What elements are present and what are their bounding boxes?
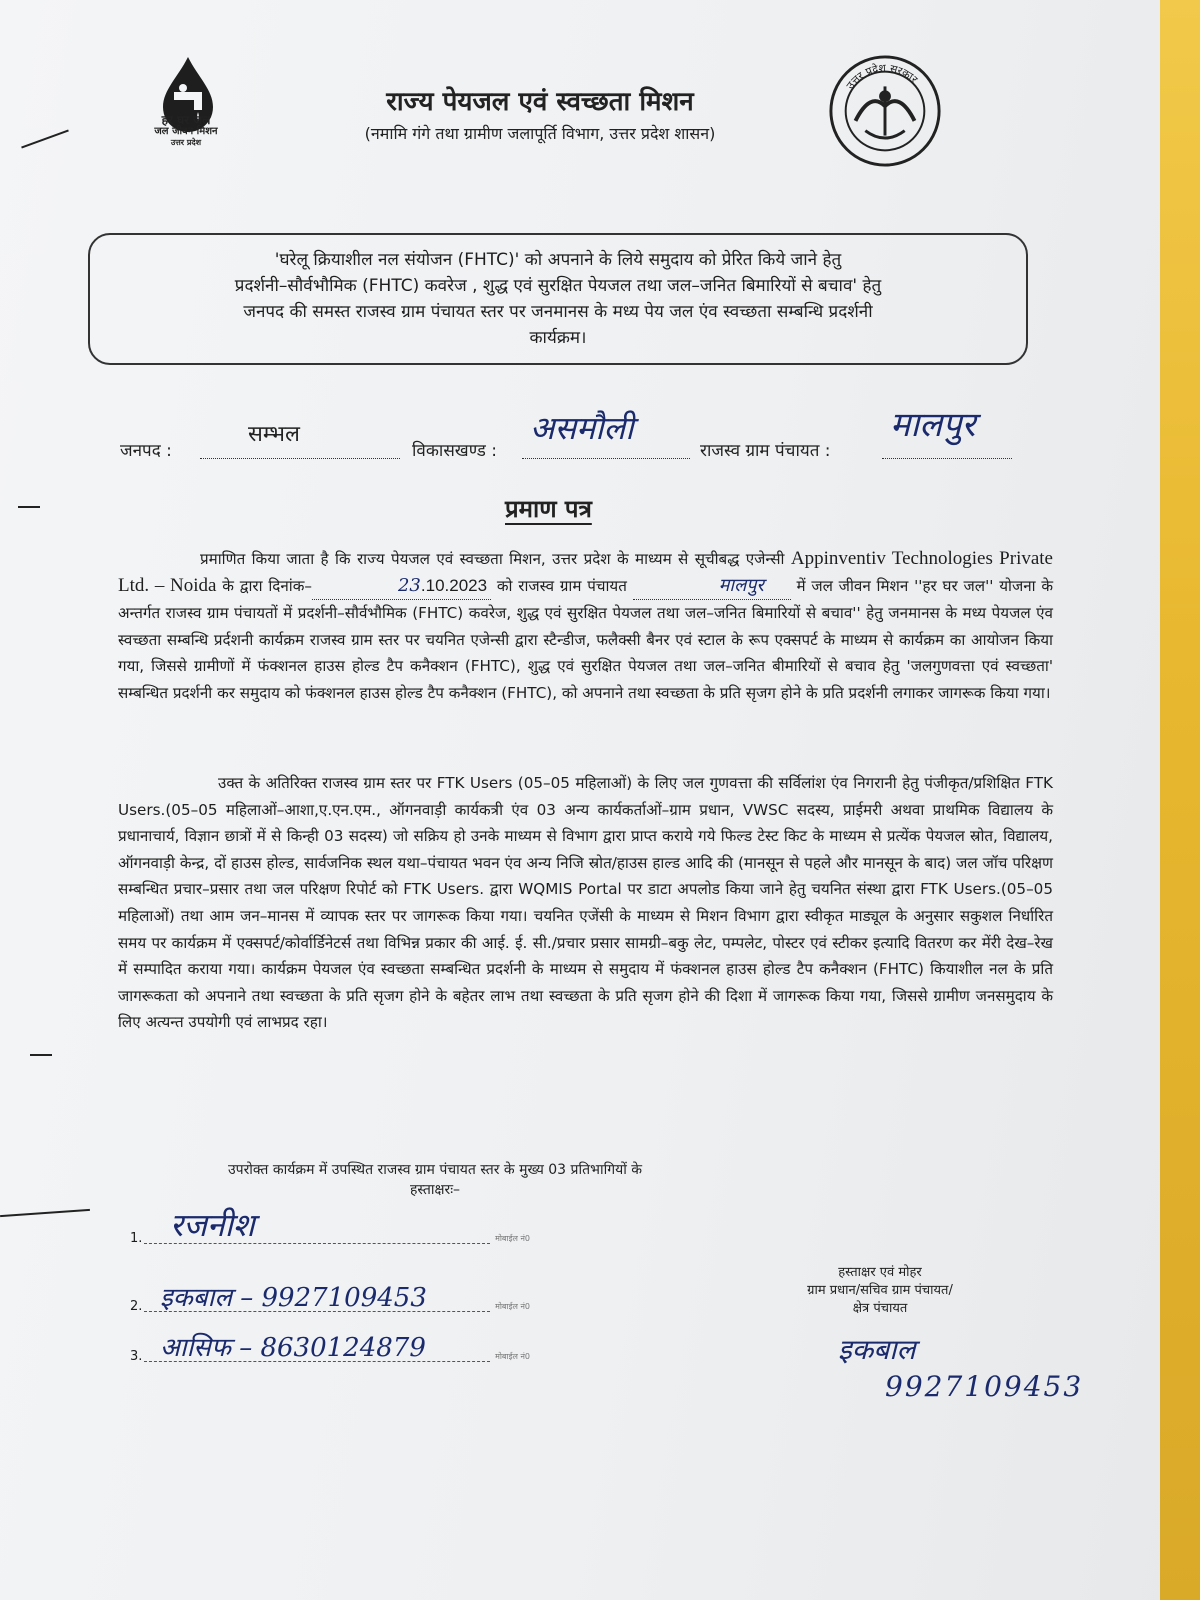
background-edge [1160,0,1200,1600]
signatures-intro [135,1160,735,1200]
logo-caption-line2: जल जीवन मिशन [154,126,218,137]
agency-name: Appinventiv Technologies Private Ltd. – Noida [118,548,1053,596]
paragraph-1 [118,546,1053,707]
signature-text: इकबाल – 9927109453 [160,1283,427,1313]
logo-caption-line3: उत्तर प्रदेश [170,138,202,147]
box-line-1: 'घरेलू क्रियाशील नल संयोजन (FHTC)' को अपनाने के लिये समुदाय को प्रेरित किये जाने हेतु [274,250,842,270]
signature-number: 2. [130,1299,143,1314]
gram-value: मालपुर [890,405,976,445]
signature-text: रजनीश [170,1206,255,1244]
pradhan-phone: 9927109453 [885,1370,1084,1403]
janpad-line [200,440,400,459]
margin-mark [0,1209,90,1217]
stamp-line2: ग्राम प्रधान/सचिव ग्राम पंचायत/ [807,1283,953,1298]
paragraph-2: उक्त के अतिरिक्त राजस्व ग्राम स्तर पर FTK Users (05–05 महिलाओं) के लिए जल गुणवत्ता की सर्विलांश एंव निगरानी हेतु पंजीकृत/प्रशिक्षित FTK Users.(05–05 महिलाओं–आशा,ए.एन.एम., ऑगनवाड़ी कार्यकत्री एंव 03 अन्य कार्यकर्ताओं–ग्राम प्रधान, VWSC सदस्य, प्राईमरी अथवा प्राथमिक विद्यालय के प्रधानाचार्य, विज्ञान छात्रों में से किन्ही 03 सदस्य) जो सक्रिय हो उनके माध्यम से विभाग द्वारा प्राप्त कराये गये फिल्ड टेस्ट किट के माध्यम से प्रत्येंक पेयजल स्रोत, विद्यालय, ऑगनवाड़ी केन्द्र, दों हाउस होल्ड, सार्वजनिक स्थल यथा–पंचायत भवन एंव अन्य निजि स्रोत/हाउस हाल्ड आदि की (मानसून से पहले और मानसून के बाद) जल जॉच परिक्षण सम्बन्धित प्रचार–प्रसार तथा जल परिक्षण रिपोर्ट को FTK Users. द्वारा WQMIS Portal पर डाटा अपलोड किया जाने हेतु चयनित संस्था द्वारा FTK Users.(05–05 महिलाओं) तथा आम जन–मानस में व्यापक स्तर पर जागरूक किया गया। चयनित एजेंसी के माध्यम से मिशन विभाग द्वारा स्वीकृत माड्यूल के अनुसार सकुशल निर्धारित समय पर कार्यक्रम में एक्सपर्ट/कोर्वार्डिनेटर्स तथा विभिन्न प्रकार की आई. ई. सी./प्रचार प्रसार सामग्री–बकु लेट, पम्पलेट, पोस्टर एवं स्टीकर इत्यादि वितरण कर मेंरी देख–रेख में सम्पादित कराया गया। कार्यक्रम पेयजल एंव स्वच्छता सम्बन्धित प्रदर्शनी के माध्यम से समुदाय में फंक्शनल हाउस होल्ड टैप कनैक्शन (FHTC) कियाशील नल के प्रति जागरूकता को अपनाने तथा स्वच्छता के प्रति सृजग होने के बहेतर लाभ तथा स्वच्छता के प्रति सृजग होने की दिशा में जागरूक किया गया, जिससे ग्रामीण जनसमुदाय के लिए अत्यन्त उपयोगी एवं लाभप्रद रहा। [118,774,1053,1032]
stamp-line3: क्षेत्र पंचायत [852,1301,908,1316]
seal-text: उत्तर प्रदेश सरकार [843,61,921,92]
village-value: मालपुर [718,574,764,596]
para1-d: में जल जीवन मिशन ''हर घर जल'' योजना के अन्तर्गत राजस्व ग्राम पंचायतों में प्रदर्शनी–सौर्वभौमिक (FHTC) कवरेज, शुद्ध एवं सुरक्षित पेयजल तथा जल–जनित बिमारियों से बचाव'' हेतु जनमानस के मध्य पेयजल एंव स्वच्छता सम्बन्धि प्रर्दशनी कार्यक्रम राजस्व ग्राम स्तर पर चयनित एजेन्सी द्वारा स्टैन्डीज, फलैक्सी बैनर एवं स्टाल के रूप एक्सपर्ट के माध्यम से कार्यक्रम का आयोजन किया गया, जिससे ग्रामीणों में फंक्शनल हाउस होल्ड टैप कनैक्शन (FHTC), शुद्ध एवं सुरक्षित पेयजल तथा जल–जनित बीमारियों से बचाव हेतु 'जलगुणवत्ता एवं स्वच्छता' सम्बन्धित प्रदर्शनी कर समुदाय को फंक्शनल हाउस होल्ड टैप कनैक्शन (FHTC), को अपनाने तथा स्वच्छता के प्रति सृजग होने के प्रति प्रदर्शनी लगाकर जागरूक किया गया। [118,576,1054,702]
participant-signature-3 [130,1330,550,1370]
mobile-label: मोबाईल नं0 [495,1302,530,1311]
certificate-heading: प्रमाण पत्र [505,495,592,523]
para1-a: प्रमाणित किया जाता है कि राज्य पेयजल एवं स्वच्छता मिशन, उत्तर प्रदेश के माध्यम से सूचीबद्ध एजेन्सी [200,550,785,568]
signature-stamp-block [760,1264,1000,1318]
header-title: राज्य पेयजल एवं स्वच्छता मिशन [386,87,694,117]
gram-label: राजस्व ग्राम पंचायत : [700,441,831,461]
signature-number: 3. [130,1349,143,1364]
signature-number: 1. [130,1231,143,1246]
location-fields [120,405,1040,466]
date-field [312,573,491,601]
box-line-2: प्रदर्शनी–सौर्वभौमिक (FHTC) कवरेज , शुद्ध एवं सुरक्षित पेयजल तथा जल–जनित बिमारियों से बचाव' हेतु [234,276,882,296]
box-line-3: जनपद की समस्त राजस्व ग्राम पंचायत स्तर पर जनमानस के मध्य पेय जल एंव स्वच्छता सम्बन्धि प्रदर्शनी [243,302,873,322]
logo-caption-line1: हर घर जल [161,113,211,127]
box-line-4: कार्यक्रम। [529,328,587,348]
para1-b: के द्वारा दिनांक– [222,576,312,595]
vikas-value: असमौली [530,409,634,447]
date-month-year: .10.2023 [420,575,488,595]
margin-mark [30,1054,52,1056]
participant-signature-1 [130,1206,550,1252]
signatures-intro-line1: उपरोक्त कार्यक्रम में उपस्थित राजस्व ग्राम पंचायत स्तर के मुख्य 03 प्रतिभागियों के [227,1162,643,1178]
mobile-label: मोबाईल नं0 [495,1234,530,1243]
village-field [633,573,791,601]
logo-caption [126,115,246,148]
janpad-value: सम्भल [248,422,300,447]
margin-mark [18,506,40,508]
janpad-label: जनपद : [120,441,172,461]
participant-signature-2 [130,1280,550,1320]
vikas-label: विकासखण्ड : [412,441,498,461]
margin-mark [21,130,69,149]
program-title-box [88,233,1028,365]
pradhan-signature: इकबाल [838,1333,916,1366]
date-day: 23 [397,574,421,596]
para1-c: को राजस्व ग्राम पंचायत [496,576,627,595]
up-government-seal [826,52,944,170]
signatures-intro-line2: हस्ताक्षरः– [409,1182,461,1198]
stamp-line1: हस्ताक्षर एवं मोहर [838,1265,922,1280]
header-subtitle: (नमामि गंगे तथा ग्रामीण जलापूर्ति विभाग, उत्तर प्रदेश शासन) [364,124,716,143]
mobile-label: मोबाईल नं0 [495,1352,530,1361]
signature-text: आसिफ – 8630124879 [160,1333,426,1363]
